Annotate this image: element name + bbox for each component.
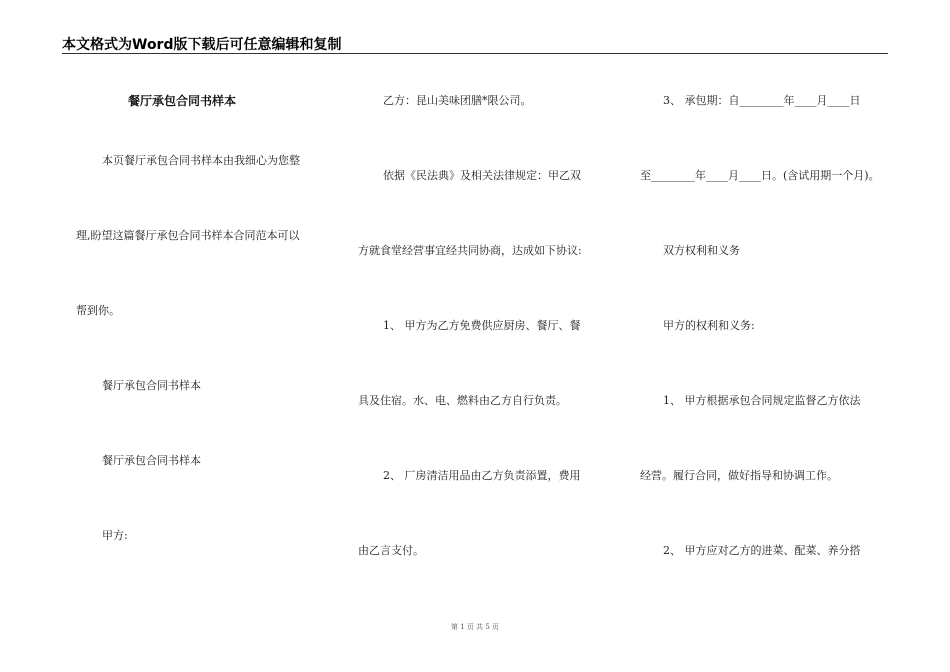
paragraph-line: 帮到你。 [76,304,120,317]
party-a-label: 甲方: [102,529,128,542]
clause-line: 2、 甲方应对乙方的进菜、配菜、养分搭 [663,544,861,557]
document-title: 餐厅承包合同书样本 [128,94,237,108]
term-line: 至________年____月____日。(含试用期一个月)。 [640,169,880,182]
clause-line: 经营。履行合同，做好指导和协调工作。 [640,469,838,482]
paragraph-line: 依据《民法典》及相关法律规定：甲乙双 [383,169,581,182]
section-heading: 餐厅承包合同书样本 [102,379,201,392]
paragraph-line: 理,盼望这篇餐厅承包合同书样本合同范本可以 [76,229,300,242]
clause-line: 1、 甲方为乙方免费供应厨房、餐厅、餐 [383,319,581,332]
header-divider [62,53,888,54]
clause-line: 具及住宿。水、电、燃料由乙方自行负责。 [358,394,567,407]
page-indicator: 第 1 页 共 5 页 [450,623,500,631]
paragraph-line: 方就食堂经营事宜经共同协商，达成如下协议: [358,244,582,257]
term-line: 3、 承包期：自________年____月____日 [663,94,861,107]
section-heading: 餐厅承包合同书样本 [102,454,201,467]
clause-line: 2、 厂房清洁用品由乙方负责添置，费用 [383,469,581,482]
clause-line: 1、 甲方根据承包合同规定监督乙方依法 [663,394,861,407]
party-b-line: 乙方：昆山美味团膳*限公司。 [383,94,532,107]
section-heading: 双方权利和义务 [663,244,740,257]
paragraph-line: 本页餐厅承包合同书样本由我细心为您整 [102,154,300,167]
clause-line: 由乙言支付。 [358,544,424,557]
document-header-title: 本文格式为Word版下载后可任意编辑和复制 [62,37,342,53]
section-heading: 甲方的权利和义务: [663,319,755,332]
